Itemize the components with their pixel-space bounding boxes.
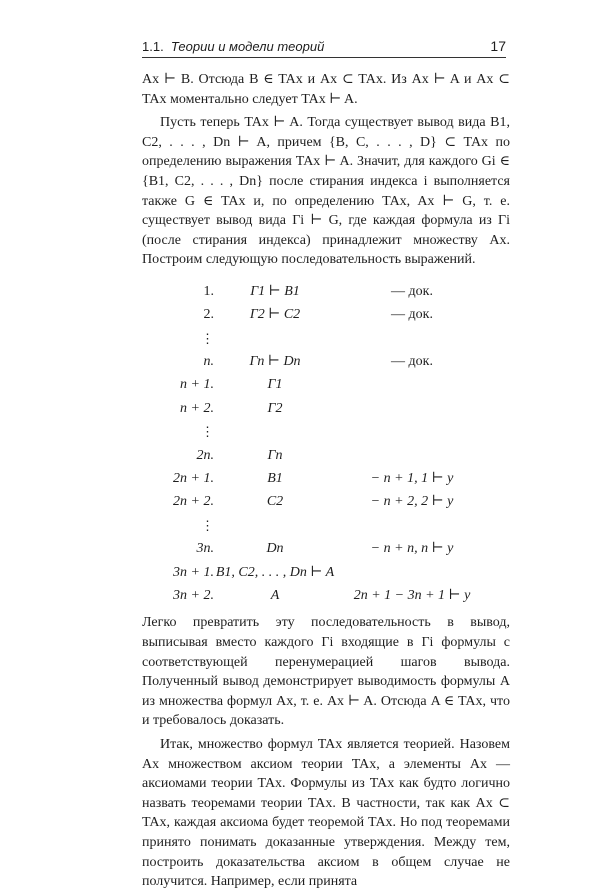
sequence-row bbox=[142, 350, 488, 373]
step-expression: B1, C2, . . . , Dn ⊢ A bbox=[215, 564, 335, 580]
step-expression: Γn ⊢ Dn bbox=[249, 354, 301, 369]
step-expression: Dn bbox=[266, 541, 284, 557]
sequence-row-ellipsis bbox=[142, 514, 488, 537]
step-number: 2n. bbox=[196, 447, 214, 463]
vertical-ellipsis: ⋮ bbox=[201, 330, 214, 346]
step-number: 3n. bbox=[196, 541, 214, 557]
step-number: 1. bbox=[203, 283, 214, 299]
step-expression: Γ1 ⊢ B1 bbox=[250, 283, 300, 299]
step-expression: Γn bbox=[267, 447, 283, 463]
vertical-ellipsis: ⋮ bbox=[201, 518, 214, 534]
step-justification bbox=[336, 397, 488, 420]
step-number: 2. bbox=[203, 307, 214, 323]
paragraph-continued: Ax ⊢ B. Отсюда B ∈ TAx и Ax ⊂ TAx. Из Ax ⊢ A и Ax ⊂ TAx моментально следует TAx ⊢ A. bbox=[142, 72, 510, 107]
paragraph-proof-converse: Пусть теперь TAx ⊢ A. Тогда существует вывод вида B1, C2, . . . , Dn ⊢ A, причем {B, C, . . . , D} ⊂ TAx по определению выражения TAx ⊢ A. Значит, для каждого Gi ∈ {B1, C2, . . . , Dn} после стирания индекса i выполняется также G ∈ TAx и, по определению TAx, Ax ⊢ G, т. е. существует вывод вида Γi ⊢ G, где каждая формула из Γi (после стирания индекса) принадлежит множеству Ax. Построим следующую последовательность выражений. bbox=[142, 115, 510, 268]
vertical-ellipsis: ⋮ bbox=[201, 424, 214, 440]
sequence-row bbox=[142, 561, 488, 584]
step-justification bbox=[336, 374, 488, 397]
running-header bbox=[142, 38, 506, 58]
running-title bbox=[142, 39, 324, 54]
step-number: 2n + 2. bbox=[173, 494, 214, 510]
sequence-row bbox=[142, 584, 488, 607]
sequence-row bbox=[142, 490, 488, 513]
step-expression: A bbox=[270, 587, 280, 603]
step-justification: − n + 1, 1 ⊢ y bbox=[370, 470, 454, 486]
step-justification: − n + 2, 2 ⊢ y bbox=[370, 494, 454, 510]
step-expression: Γ1 bbox=[267, 377, 283, 393]
step-justification: — док. bbox=[391, 307, 433, 323]
sequence-row bbox=[142, 397, 488, 420]
step-expression: Γ2 bbox=[267, 400, 283, 416]
sequence-row bbox=[142, 303, 488, 326]
step-justification bbox=[336, 561, 488, 584]
section-title: Теории и модели теорий bbox=[170, 39, 325, 54]
sequence-row-ellipsis bbox=[142, 420, 488, 443]
step-number: n. bbox=[203, 354, 214, 369]
sequence-row bbox=[142, 537, 488, 560]
sequence-row-ellipsis bbox=[142, 327, 488, 350]
page-number: 17 bbox=[490, 38, 506, 54]
derivation-sequence bbox=[142, 280, 488, 607]
paragraph-conclusion: Легко превратить эту последовательность в вывод, выписывая вместо каждого Γi входящие в Γi формулы с соответствующей перенумерацией шагов вывода. Полученный вывод демонстрирует выводимость формулы A из множества формул Ax, т. е. Ax ⊢ A. Отсюда A ∈ TAx, что и требовалось доказать. bbox=[142, 615, 510, 729]
step-number: 3n + 2. bbox=[173, 587, 214, 603]
step-justification: − n + n, n ⊢ y bbox=[370, 541, 454, 557]
page-body bbox=[142, 70, 510, 892]
step-justification bbox=[336, 444, 488, 467]
step-expression: C2 bbox=[266, 494, 284, 510]
step-number: n + 2. bbox=[180, 400, 214, 416]
sequence-row bbox=[142, 444, 488, 467]
step-number: n + 1. bbox=[180, 377, 214, 393]
step-justification: 2n + 1 − 3n + 1 ⊢ y bbox=[353, 587, 471, 603]
sequence-row bbox=[142, 280, 488, 303]
step-expression: B1 bbox=[267, 470, 283, 486]
sequence-row bbox=[142, 467, 488, 490]
step-expression: Γ2 ⊢ C2 bbox=[249, 307, 301, 323]
section-number: 1.1. bbox=[142, 39, 164, 54]
paragraph-axioms: Итак, множество формул TAx является теорией. Назовем Ax множеством аксиом теории TAx, а элементы Ax — аксиомами теории TAx. Формулы из TAx как будто логично назвать теоремами теории TAx. В частности, так как Ax ⊂ TAx, каждая аксиома будет теоремой TAx. Но под теоремами принято понимать доказанные утверждения. Между тем, построить доказательства аксиом в общем случае не получится. Например, если принята bbox=[142, 736, 510, 890]
sequence-row bbox=[142, 374, 488, 397]
step-justification: — док. bbox=[391, 283, 433, 299]
step-number: 3n + 1. bbox=[173, 564, 214, 580]
step-justification: — док. bbox=[391, 354, 433, 369]
step-number: 2n + 1. bbox=[173, 470, 214, 486]
